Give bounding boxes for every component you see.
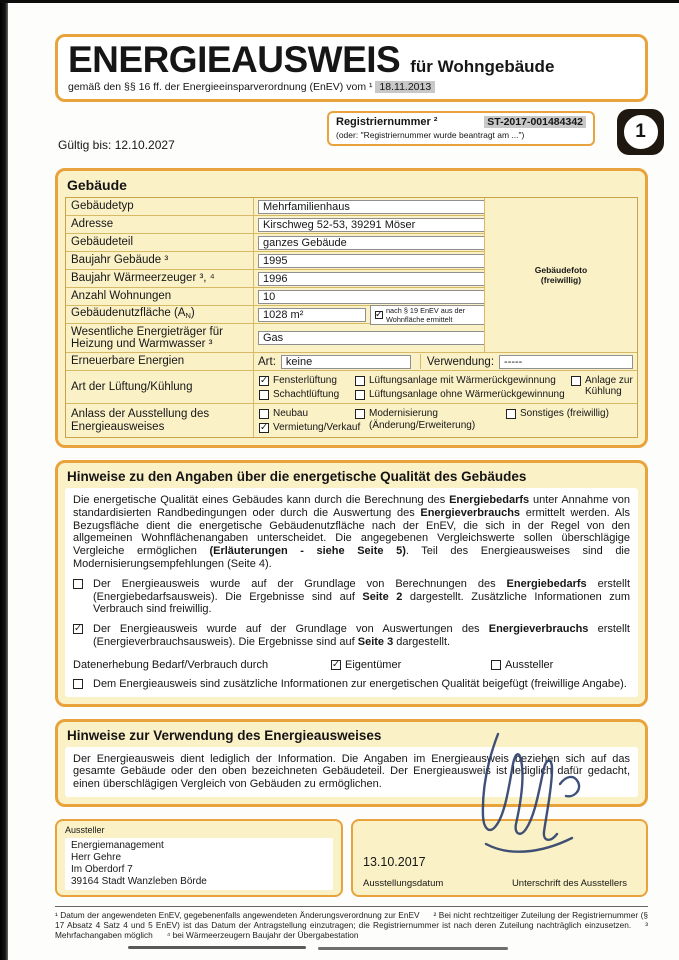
footnote-2: ² Bei nicht rechtzeitiger Zuteilung der Registriernummer (§ 17 Absatz 4 Satz 4 und 5 EnEV) ist das Datum der Antragstellung einzutragen; die Registriernummer ist nach deren Zuteilung nachträglich einzusetzen. [55, 909, 648, 930]
data-collection-row [73, 659, 630, 671]
option-label: Sonstiges (freiwillig) [520, 408, 609, 419]
footnote-3: ³ Mehrfachangaben möglich [55, 919, 648, 940]
checkbox[interactable] [73, 679, 83, 689]
option-fensterlueftung [259, 375, 349, 386]
photo-label-line1: Gebäudefoto [534, 265, 588, 275]
document-title: ENERGIEAUSWEIS [68, 39, 401, 80]
address-field[interactable]: Kirschweg 52-53, 39291 Möser [258, 218, 487, 232]
option-label: Fensterlüftung [273, 374, 337, 386]
row-label: Art der Lüftung/Kühlung [66, 371, 254, 403]
checkbox[interactable] [259, 376, 269, 386]
registration-box [327, 111, 595, 146]
heater-year-field[interactable]: 1996 [258, 272, 487, 286]
area-method-label: nach § 19 EnEV aus der Wohnfläche ermittelt [386, 305, 466, 324]
option-label: Lüftungsanlage mit Wärmerückgewinnung [369, 374, 556, 386]
row-label: Baujahr Gebäude ³ [66, 252, 254, 269]
building-table [65, 197, 638, 438]
regulation-text: gemäß den §§ 16 ff. der Energieeinsparverordnung (EnEV) vom ¹ [68, 81, 373, 93]
row-label: Anzahl Wohnungen [66, 288, 254, 305]
checkbox[interactable] [259, 409, 269, 419]
footnote-divider [55, 906, 648, 907]
checkbox-mark: ✓ [332, 658, 340, 670]
checkbox[interactable] [491, 660, 501, 670]
checkbox-mark: ✓ [260, 422, 268, 433]
option-aussteller [491, 659, 553, 671]
issuer-row [55, 819, 648, 897]
registration-label: Registriernummer ² [336, 116, 438, 128]
scan-edge-top [0, 0, 679, 3]
quality-item-extra-info: Dem Energieausweis sind zusätzliche Informationen zur energetischen Qualität beigefügt (freiwillige Angabe). [73, 678, 630, 691]
photo-label-line2: (freiwillig) [540, 275, 582, 285]
issue-date-label: Ausstellungsdatum [363, 877, 444, 889]
option-anlage-zur-kuehlung [571, 375, 645, 397]
apartment-count-field[interactable]: 10 [258, 290, 487, 304]
renewables-use-label: Verwendung: [426, 355, 495, 368]
data-collection-label: Datenerhebung Bedarf/Verbrauch durch [73, 658, 269, 671]
floor-area-field[interactable]: 1028 m² [258, 308, 366, 322]
issuer-line: 39164 Stadt Wanzleben Börde [71, 875, 207, 887]
row-label: Gebäudeteil [66, 234, 254, 251]
section-usage-hints [55, 719, 648, 807]
scan-smudge [318, 947, 508, 950]
table-row-occasion [66, 404, 637, 437]
document-body [55, 34, 648, 940]
page-number: 1 [635, 121, 646, 142]
row-label: Gebäudenutzfläche $(A_N)$ [66, 306, 254, 323]
checkbox[interactable] [331, 660, 341, 670]
checkbox[interactable] [259, 390, 269, 400]
option-label: Modernisierung [369, 408, 438, 419]
area-method-option [370, 305, 487, 325]
header-box [55, 34, 648, 102]
issuer-address [65, 838, 333, 890]
area-method-checkbox[interactable] [375, 311, 383, 319]
table-row-renewables [66, 353, 637, 371]
scan-edge-left [0, 0, 8, 960]
quality-item-verbrauch: ✓ Der Energieausweis wurde auf der Grundlage von Auswertungen des Energieverbrauchs erstellt (Energieverbrauchsausweis). Die Ergebnisse sind auf Seite 3 dargestellt. [74, 623, 630, 648]
row-label: Gebäudetyp [66, 198, 254, 215]
option-eigentuemer [331, 659, 491, 671]
row-label: Adresse [66, 216, 254, 233]
checkbox[interactable] [506, 409, 516, 419]
issuer-box [55, 819, 343, 897]
quality-body [65, 488, 638, 697]
section-quality-hints [55, 460, 648, 707]
footnotes [55, 911, 648, 940]
checkbox-mark: ✓ [260, 374, 268, 386]
checkbox[interactable] [73, 624, 83, 634]
quality-intro-paragraph: Die energetische Qualität eines Gebäudes kann durch die Berechnung des Energiebedarfs unter Annahme von standardisierten Randbedingungen oder durch die Auswertung des Energieverbrauchs ermittelt werden. Als Bezugsfläche dient die energetische Gebäudenutzfläche nach der EnEV, die sich in der Regel von den allgemeinen Wohnflächenangaben unterscheidet. Die angegebenen Vergleichswerte sollen überschlägige Vergleiche ermöglichen (Erläuterungen - siehe Seite 5). Teil des Energieausweises sind die Modernisierungsempfehlungen (Seite 4). [73, 494, 630, 570]
checkbox[interactable] [259, 423, 269, 433]
document-subtitle: für Wohngebäude [410, 57, 555, 76]
issuer-line: Im Oberdorf 7 [71, 863, 133, 875]
section-gebaeude [55, 168, 648, 448]
issuer-line: Herr Gehre [71, 851, 122, 863]
renewables-art-label: Art: [258, 355, 276, 368]
row-label: Anlass der Ausstellung des Energieausweises [66, 404, 254, 437]
building-part-field[interactable]: ganzes Gebäude [258, 236, 487, 250]
scan-smudge [128, 946, 306, 949]
checkbox[interactable] [571, 376, 581, 386]
registration-number: ST-2017-001484342 [484, 116, 586, 128]
option-vermietung-verkauf [259, 422, 361, 433]
table-row-ventilation [66, 371, 637, 404]
checkbox[interactable] [73, 579, 83, 589]
footnote-1: ¹ Datum der angewendeten EnEV, gegebenenfalls angewendeten Änderungsverordnung zur EnEV [55, 909, 420, 920]
issuer-line: Energiemanagement [71, 839, 164, 851]
option-label: Aussteller [505, 658, 554, 671]
checkbox[interactable] [355, 376, 365, 386]
option-label: Anlage zur Kühlung [585, 374, 633, 397]
checkbox-mark: ✓ [375, 309, 383, 320]
issue-date: 13.10.2017 [363, 854, 426, 869]
registration-note: (oder: "Registriernummer wurde beantragt am ...") [336, 130, 525, 140]
option-lueftung-mit-wrg [355, 375, 565, 386]
option-sonstiges [506, 408, 632, 419]
footnote-4: ⁴ bei Wärmeerzeugern Baujahr der Übergabestation [166, 929, 359, 940]
checkbox[interactable] [355, 409, 365, 419]
row-label: Wesentliche Energieträger für Heizung und Warmwasser ³ [66, 324, 254, 352]
building-photo-placeholder [484, 198, 637, 353]
energy-source-field[interactable]: Gas [258, 331, 487, 345]
checkbox[interactable] [355, 390, 365, 400]
signature-label: Unterschrift des Ausstellers [511, 877, 628, 889]
meta-strip [55, 102, 648, 168]
usage-paragraph: Der Energieausweis dient lediglich der Information. Die Angaben im Energieausweis beziehen sich auf das gesamte Gebäude oder den oben bezeichneten Gebäudeteil. Der Energieausweis ist lediglich dafür gedacht, einen überschlägigen Vergleich von Gebäuden zu ermöglichen. [73, 752, 630, 791]
option-label: Schachtlüftung [273, 388, 340, 400]
option-label: Lüftungsanlage ohne Wärmerückgewinnung [369, 388, 565, 400]
renewables-use-field[interactable]: ----- [499, 355, 633, 369]
option-label: Eigentümer [345, 658, 402, 671]
section-title-gebaeude: Gebäude [67, 177, 127, 193]
regulation-date: 18.11.2013 [375, 81, 435, 93]
renewables-art-field[interactable]: keine [281, 355, 411, 369]
quality-item-bedarf: Der Energieausweis wurde auf der Grundlage von Berechnungen des Energiebedarfs erstellt (Energiebedarfsausweis). Die Ergebnisse sind auf Seite 2 dargestellt. Zusätzliche Informationen zum Verbrauch sind freiwillig. [73, 578, 630, 616]
checkbox-mark: ✓ [74, 623, 82, 635]
building-type-field[interactable]: Mehrfamilienhaus [258, 200, 487, 214]
option-neubau [259, 408, 349, 419]
page-number-badge [617, 109, 664, 155]
row-label: Baujahr Wärmeerzeuger ³, ⁴ [66, 270, 254, 287]
section-title-quality: Hinweise zu den Angaben über die energetische Qualität des Gebäudes [67, 469, 527, 484]
option-label-line2: (Änderung/Erweiterung) [369, 420, 476, 431]
valid-until: Gültig bis: 12.10.2027 [58, 138, 175, 152]
construction-year-field[interactable]: 1995 [258, 254, 487, 268]
option-modernisierung [355, 408, 500, 431]
row-label: Erneuerbare Energien [66, 353, 254, 370]
date-signature-box [351, 819, 648, 897]
issuer-label: Aussteller [65, 824, 105, 835]
option-lueftung-ohne-wrg [355, 389, 565, 400]
section-title-usage: Hinweise zur Verwendung des Energieausweises [67, 727, 382, 743]
option-schachtlueftung [259, 389, 349, 400]
option-label: Vermietung/Verkauf [273, 422, 361, 433]
option-label: Neubau [273, 408, 309, 419]
